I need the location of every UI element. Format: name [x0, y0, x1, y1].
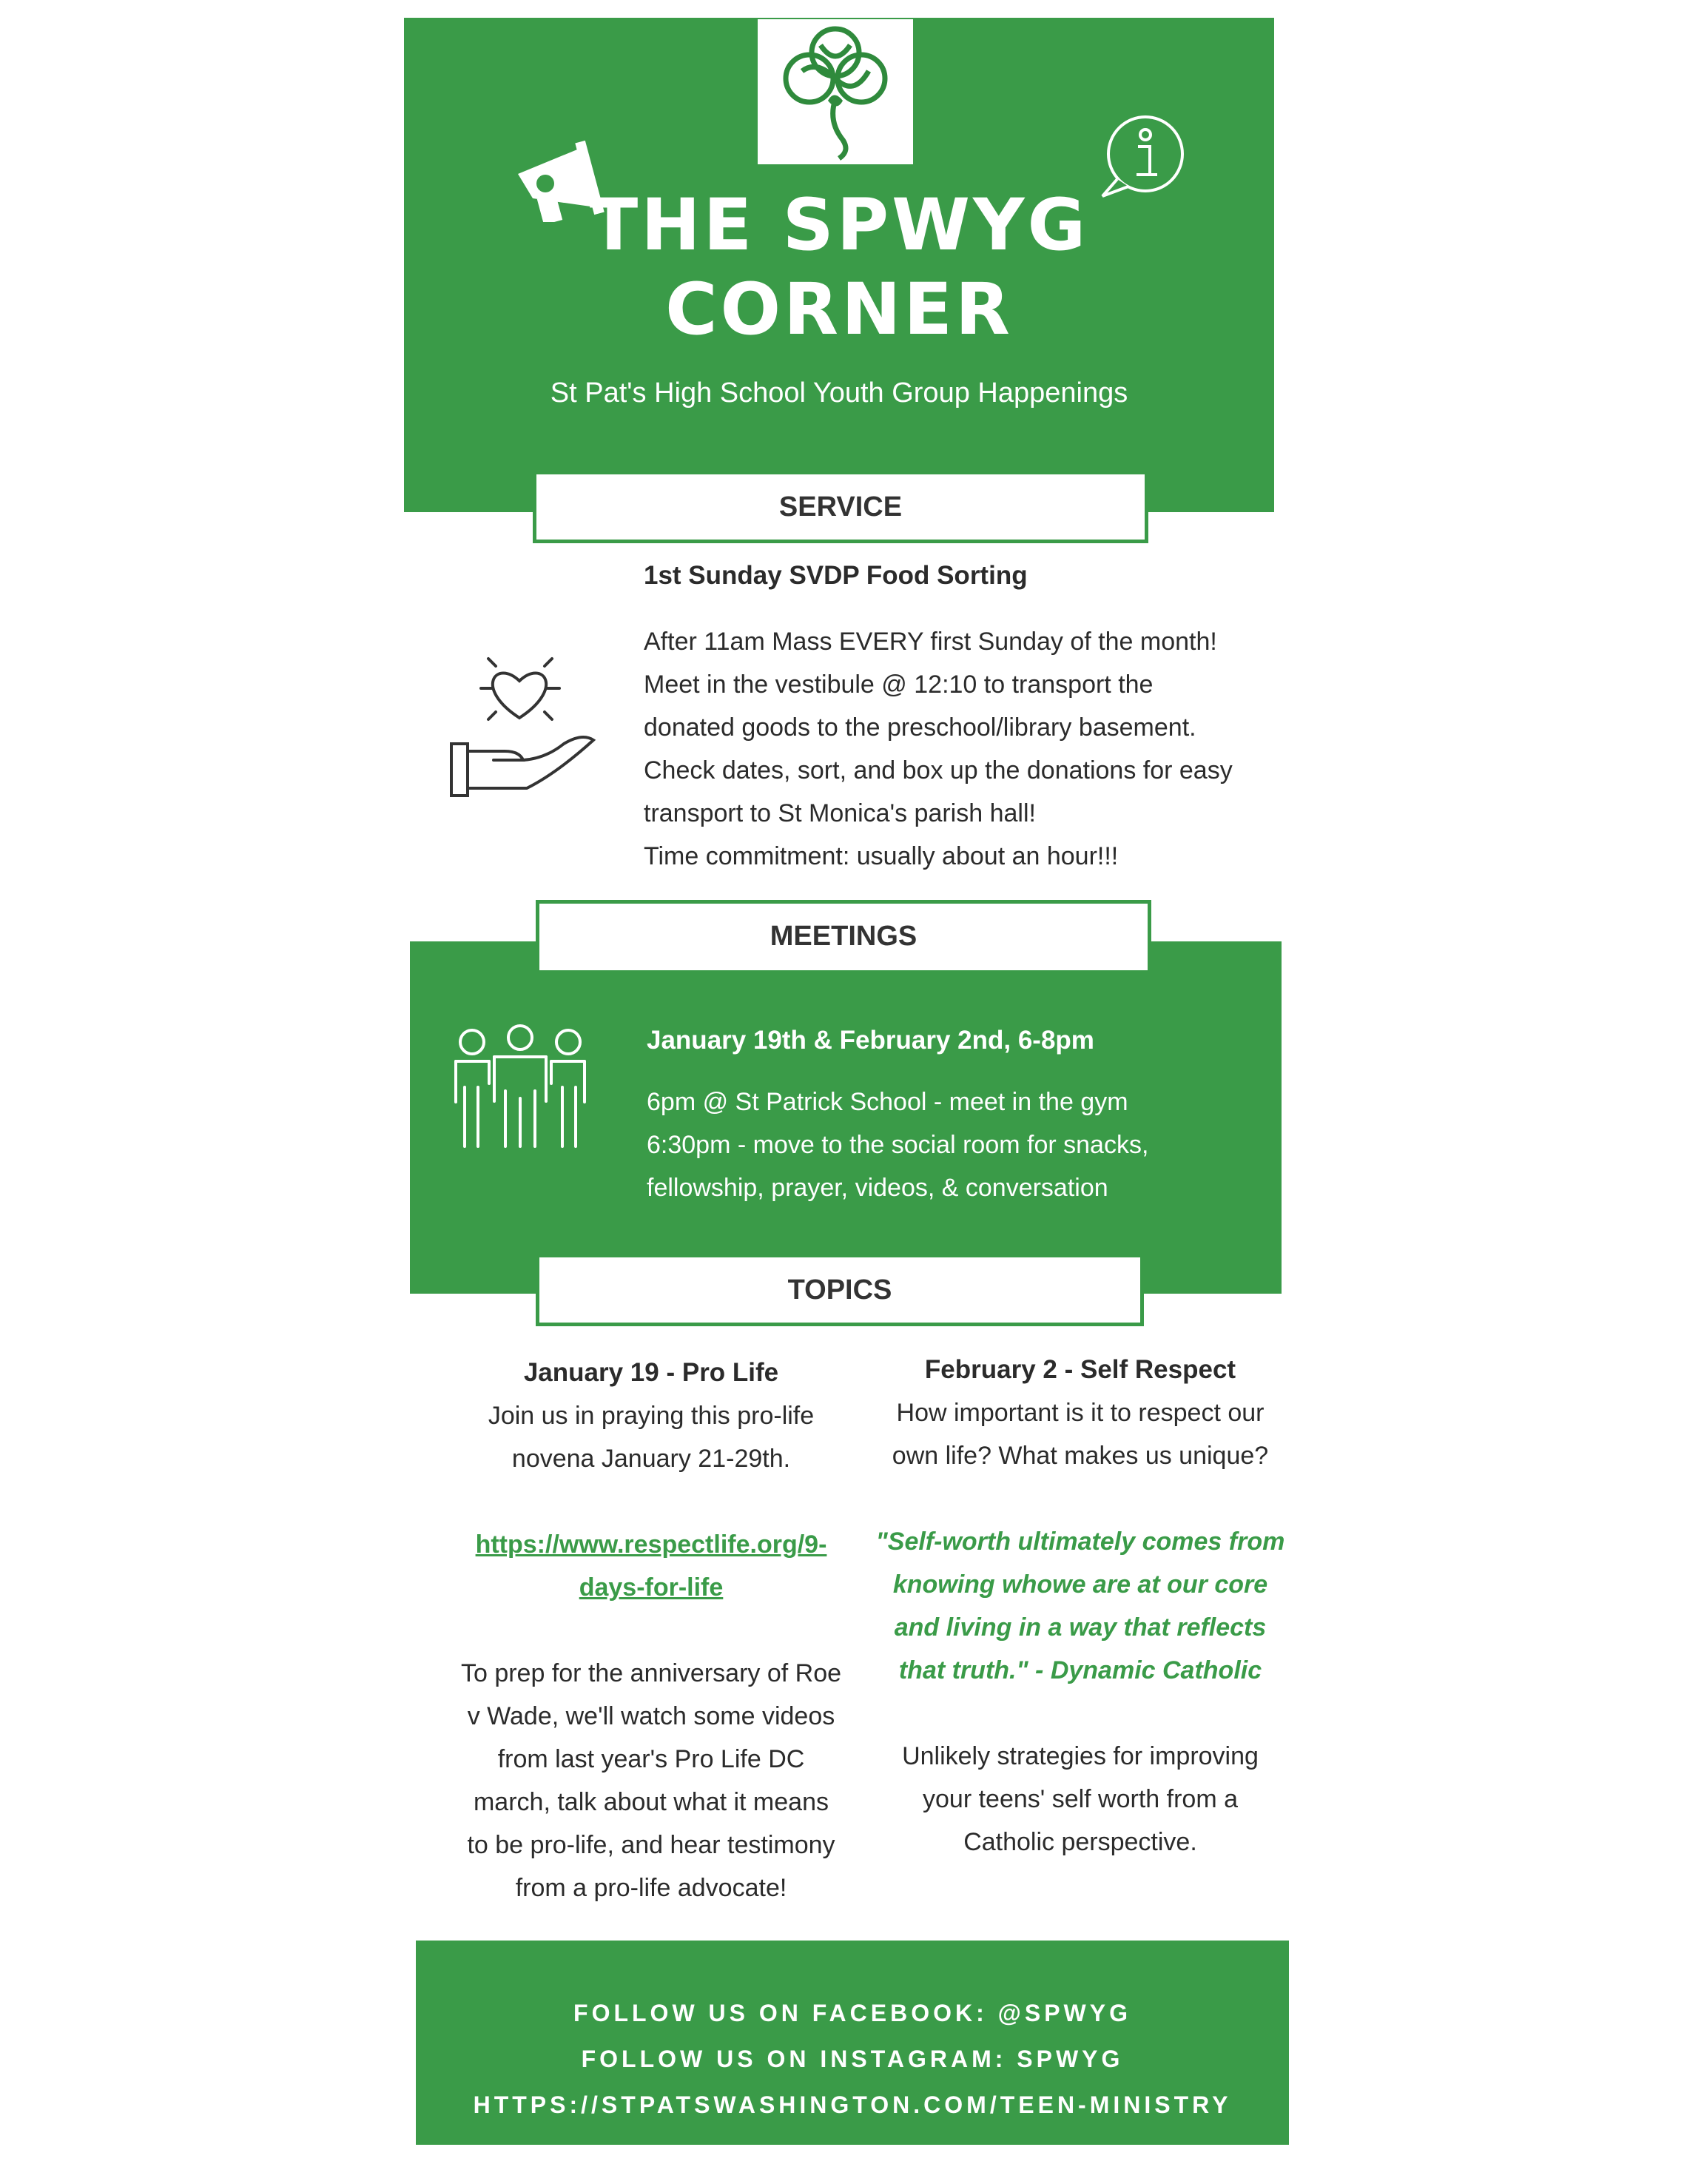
website-link[interactable]: HTTPS://STPATSWASHINGTON.COM/TEEN-MINISTRY — [473, 2091, 1232, 2118]
meetings-line: 6pm @ St Patrick School - meet in the gym — [647, 1088, 1128, 1116]
page-subtitle: St Pat's High School Youth Group Happenings — [550, 377, 1128, 409]
topic-left — [437, 1351, 866, 1909]
topic-right-heading: February 2 - Self Respect — [924, 1355, 1236, 1384]
meetings-section-tab: MEETINGS — [536, 900, 1151, 974]
quote-line: that truth." - Dynamic Catholic — [898, 1656, 1262, 1684]
topic-left-intro-line: Join us in praying this pro-life — [488, 1402, 815, 1430]
meetings-line: 6:30pm - move to the social room for snacks, — [647, 1131, 1149, 1159]
topic-left-heading: January 19 - Pro Life — [523, 1358, 779, 1387]
service-body — [644, 620, 1310, 878]
logo-box — [758, 19, 913, 164]
page-title-line2: CORNER — [665, 268, 1013, 351]
topic-right-body-line: your teens' self worth from a — [923, 1785, 1238, 1813]
topic-right-intro-line: own life? What makes us unique? — [892, 1442, 1269, 1470]
respectlife-link-cont[interactable]: days-for-life — [579, 1573, 724, 1602]
topic-left-body-line: To prep for the anniversary of Roe — [460, 1659, 842, 1687]
service-line: Time commitment: usually about an hour!!! — [644, 842, 1119, 870]
group-people-icon — [450, 1024, 590, 1165]
service-line: donated goods to the preschool/library basement. — [644, 713, 1196, 742]
quote-line: and living in a way that reflects — [894, 1613, 1267, 1642]
service-line: Meet in the vestibule @ 12:10 to transport the — [644, 671, 1154, 699]
meetings-line: fellowship, prayer, videos, & conversation — [647, 1174, 1108, 1202]
service-line: transport to St Monica's parish hall! — [644, 799, 1036, 827]
topics-section-tab: TOPICS — [536, 1254, 1144, 1326]
topic-left-body-line: from last year's Pro Life DC — [497, 1745, 805, 1773]
meetings-body — [647, 1081, 1253, 1209]
facebook-handle: FOLLOW US ON FACEBOOK: @SPWYG — [573, 2000, 1131, 2026]
topic-left-body-line: march, talk about what it means — [473, 1788, 829, 1816]
topic-left-body-line: from a pro-life advocate! — [515, 1874, 787, 1902]
service-heading: 1st Sunday SVDP Food Sorting — [644, 561, 1028, 590]
quote-line: "Self-worth ultimately comes from — [875, 1528, 1285, 1556]
topic-right — [858, 1348, 1302, 1864]
instagram-handle: FOLLOW US ON INSTAGRAM: SPWYG — [581, 2046, 1124, 2072]
page-title-line1: THE SPWYG — [589, 184, 1089, 266]
topic-right-body-line: Unlikely strategies for improving — [902, 1742, 1259, 1770]
topic-left-intro-line: novena January 21-29th. — [511, 1445, 791, 1473]
service-line: After 11am Mass EVERY first Sunday of the month! — [644, 628, 1217, 656]
topic-right-intro-line: How important is it to respect our — [896, 1399, 1265, 1427]
service-line: Check dates, sort, and box up the donations for easy — [644, 756, 1233, 784]
shamrock-icon — [758, 19, 913, 164]
meetings-heading: January 19th & February 2nd, 6-8pm — [647, 1026, 1094, 1055]
quote-line: knowing whowe are at our core — [892, 1570, 1268, 1599]
topic-right-body-line: Catholic perspective. — [963, 1828, 1197, 1856]
service-section-tab: SERVICE — [533, 471, 1148, 543]
topic-left-body-line: to be pro-life, and hear testimony — [467, 1831, 835, 1859]
topic-left-body-line: v Wade, we'll watch some videos — [467, 1702, 835, 1730]
heart-in-hand-icon — [444, 651, 607, 807]
respectlife-link[interactable]: https://www.respectlife.org/9- — [475, 1531, 827, 1559]
